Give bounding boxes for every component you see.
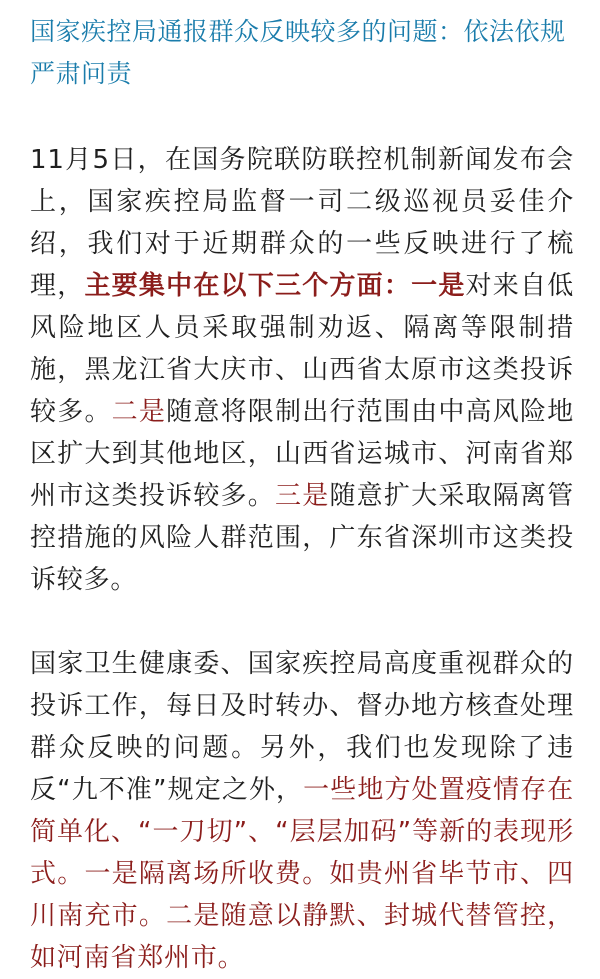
p1-point-one-text: 对来自低风险地区人员采取强制劝返、隔离等限制措施，黑龙江省大庆市、山西省太原市这类投诉较多。 bbox=[30, 271, 575, 427]
p1-point-one-label: 一是 bbox=[411, 271, 466, 301]
p1-point-three-label: 三是 bbox=[274, 481, 330, 511]
article-title: 国家疾控局通报群众反映较多的问题：依法依规严肃问责 bbox=[30, 17, 566, 88]
paragraph-1 bbox=[30, 139, 574, 601]
p2-emphasis-text: 一些地方处置疫情存在简单化、“一刀切”、“层层加码”等新的表现形式。一是隔离场所收费。如贵州省毕节市、四川南充市。二是随意以静默、封城代替管控，如河南省郑州市。 bbox=[30, 775, 574, 973]
p1-point-two-label: 二是 bbox=[111, 397, 167, 427]
p1-point-three-text: 随意扩大采取隔离管控措施的风险人群范围，广东省深圳市这类投诉较多。 bbox=[30, 481, 574, 595]
p2-intro-text: 国家卫生健康委、国家疾控局高度重视群众的投诉工作，每日及时转办、督办地方核查处理群众反映的问题。另外，我们也发现除了违反“九不准”规定之外， bbox=[30, 649, 574, 805]
p1-emphasis-summary: 主要集中在以下三个方面： bbox=[84, 271, 412, 301]
p1-point-two-text: 随意将限制出行范围由中高风险地区扩大到其他地区，山西省运城市、河南省郑州市这类投诉较多。 bbox=[30, 397, 574, 511]
paragraph-2 bbox=[30, 643, 574, 979]
p1-intro-text: 11月5日，在国务院联防联控机制新闻发布会上，国家疾控局监督一司二级巡视员妥佳介绍，我们对于近期群众的一些反映进行了梳理， bbox=[30, 145, 574, 301]
